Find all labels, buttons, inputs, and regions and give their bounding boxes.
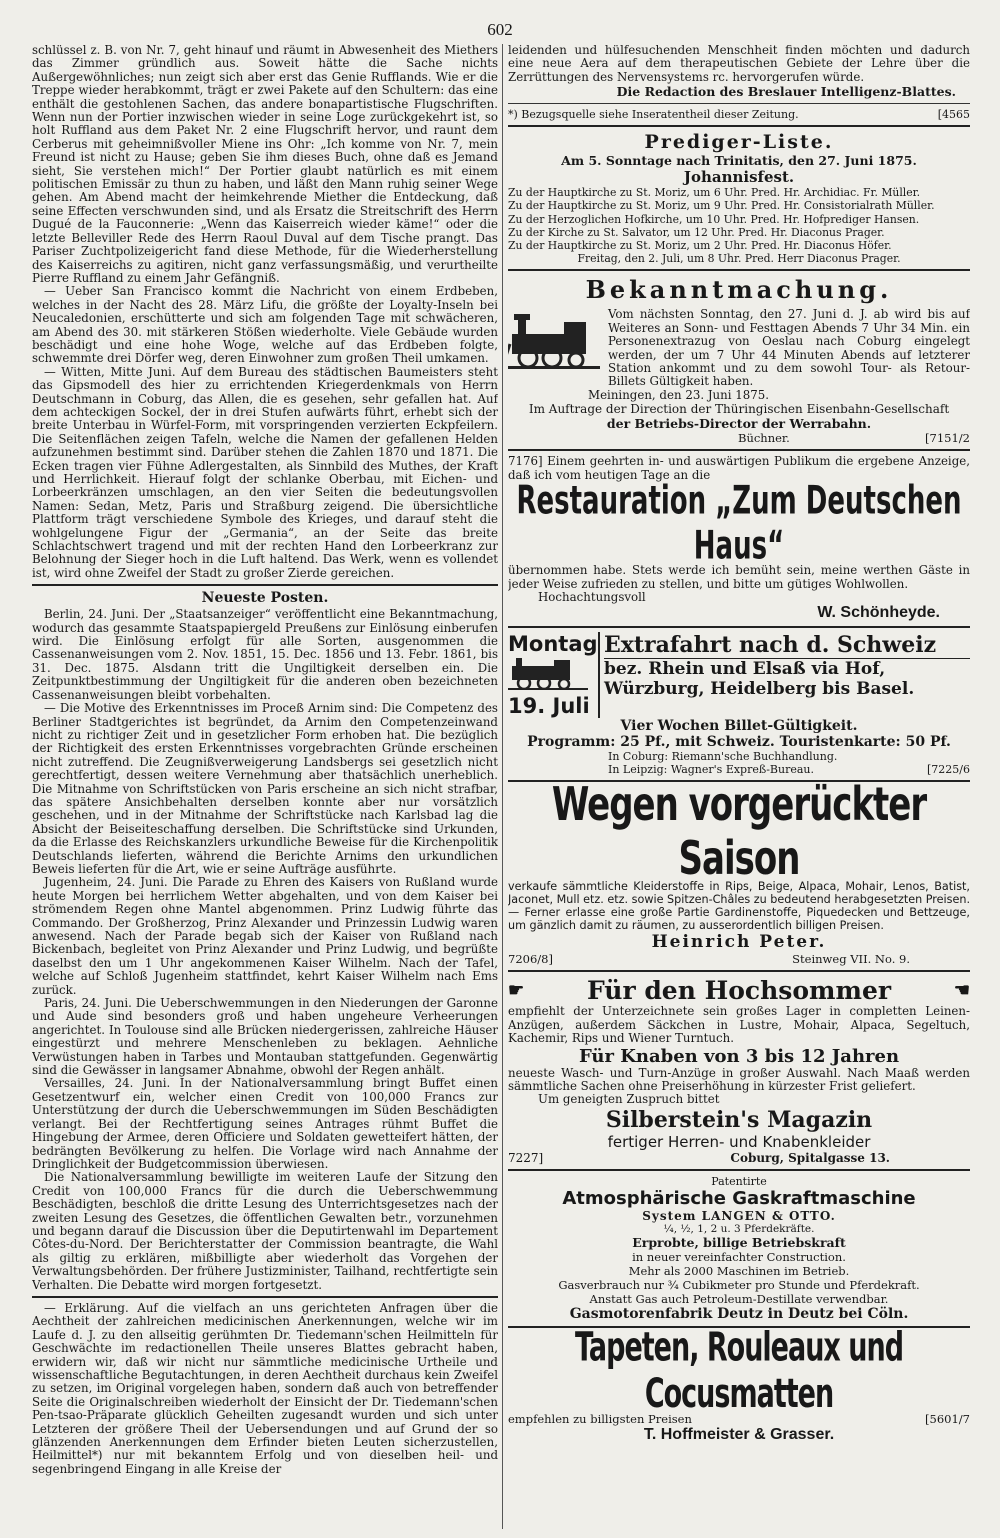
redaction-signature: Die Redaction des Breslauer Intelligenz-Blattes. (616, 84, 956, 100)
footnote-number: [4565 (937, 108, 970, 122)
extrafahrt-route1: bez. Rhein und Elsaß via Hof, (604, 659, 886, 680)
restauration-text: übernommen habe. Stets werde ich bemüht sein, meine werthen Gäste in jeder Weise zufrieden zu stellen, und bitte um gütiges Wohlwollen. (508, 563, 970, 591)
extrafahrt-leipzig: In Leipzig: Wagner's Expreß-Bureau. (608, 763, 815, 777)
locomotive-icon (508, 308, 600, 372)
prediger-item: Freitag, den 2. Juli, um 8 Uhr. Pred. Herr Diaconus Prager. (577, 252, 901, 266)
extrafahrt-programm: Programm: 25 Pf., mit Schweiz. Touristenkarte: 50 Pf. (527, 734, 951, 751)
gas-construction: in neuer vereinfachter Construction. (632, 1249, 846, 1264)
hochsommer-title: Für den Hochsommer (586, 976, 892, 1006)
article-paris: Paris, 24. Juni. Die Ueberschwemmungen in den Niederungen der Garonne und Aude sind besonders groß und haben ungeheure Verheerungen angerichtet. In Toulouse sind alle Brücken niedergerissen, zahlreiche Häuser eingestürzt und mehrere Menschenleben zu beklagen. Aehnliche Verwüstungen haben in Tarbes und Montauban stattgefunden. Gegenwärtig sind die Gewässer in langsamer Abnahme, obwohl der Regen anhält. (32, 996, 498, 1078)
hochsommer-header (508, 976, 970, 1005)
saison-title: Wegen vorgerückter Saison (551, 778, 927, 887)
left-column (32, 44, 498, 1529)
prediger-title: Prediger-Liste. (644, 131, 834, 154)
gas-system: System LANGEN & OTTO. (642, 1208, 836, 1223)
gas-mehr: Mehr als 2000 Maschinen im Betrieb. (628, 1263, 850, 1278)
extrafahrt-ad (508, 632, 970, 718)
hochsommer-address: Coburg, Spitalgasse 13. (730, 1150, 890, 1165)
page-number: 602 (487, 20, 513, 39)
tapeten-text: empfehlen zu billigsten Preisen (508, 1411, 692, 1426)
saison-name: Heinrich Peter. (651, 932, 827, 953)
bekanntmachung-number: [7151/2 (925, 431, 970, 446)
tapeten-number: [5601/7 (925, 1411, 970, 1426)
train-icon (508, 656, 588, 690)
section-rule (32, 584, 498, 586)
hochsommer-shop: Silberstein's Magazin (605, 1106, 873, 1133)
article-erklaerung: — Erklärung. Auf die vielfach an uns gerichteten Anfragen über die Aechtheit der zahlreichen medicinischen Anerkennungen, welche wir im Laufe d. J. zu den allseitig gerühmten Dr. Tiedemann'schen Heilmitteln für Geschwächte im redactionellen Theile unseres Blattes gebracht haben, erwidern wir, daß wir nicht nur sämmtliche medicinische Urtheile und wissenschaftliche Begutachtungen, in deren Aechtheit durchaus kein Zweifel zu setzen, im Original vorgelegen haben, sondern daß auch von betreffender Seite die Originalschreiben wiederholt der Einsicht der Dr. Tiedemann'schen Pen-tsao-Präparate glücklich Geheilten zugesandt wurden und sich unter Letzteren der größere Theil der Uebersendungen und auf Grund der so glänzenden Anerkennungen dem Erfinder bieten Leuten sicherzustellen, Heilmittel*) nur mit bekanntem Erfolg und von dieselben heil- und segenbringend Eingang in alle Kreise der (32, 1300, 498, 1476)
gas-erprobte: Erprobte, billige Betriebskraft (632, 1234, 846, 1250)
column-divider (502, 44, 503, 1529)
article-berlin: Berlin, 24. Juni. Der „Staatsanzeiger“ veröffentlicht eine Bekanntmachung, wodurch das gesammte Staatspapiergeld Preußens zur Einlösung einberufen wird. Die Einlösung erfolgt für alle Sorten, ausgenommen die Cassenanweisungen vom 2. Nov. 1851, 15. Dec. 1856 und 13. Febr. 1861, bis 31. Dec. 1875. Alsdann tritt die Ungiltigkeit derselben ein. Die Zeitpunktbestimmung der Ungiltigkeit für die anderen oben bezeichneten Cassenanweisungen bleibt vorbehalten. (32, 607, 498, 702)
rule (508, 125, 970, 127)
pointing-hand-icon: ☛ (508, 980, 525, 1002)
prediger-item: Zu der Hauptkirche zu St. Moriz, um 2 Uhr. Pred. Hr. Diaconus Höfer. (508, 239, 892, 253)
rule (508, 269, 970, 271)
hochsommer-text2: neueste Wasch- und Turn-Anzüge in großer Auswahl. Nach Maaß werden sämmtliche Sachen ohne Preiserhöhung in kürzester Frist geliefert. (508, 1065, 970, 1093)
gas-title: Atmosphärische Gaskraftmaschine (562, 1187, 916, 1209)
bekanntmachung-date: Meiningen, den 23. Juni 1875. (588, 387, 770, 402)
extrafahrt-coburg: In Coburg: Riemann'sche Buchhandlung. (608, 750, 838, 764)
rule (508, 103, 970, 104)
tapeten-title: Tapeten, Rouleaux und Cocusmatten (574, 1324, 904, 1418)
hochsommer-bitte: Um geneigten Zuspruch bittet (538, 1092, 720, 1107)
article-ruffland: schlüssel z. B. von Nr. 7, geht hinauf und räumt in Abwesenheit des Miethers das Zimmer gründlich aus. Soweit hätte die Sache nichts Außergewöhnliches; nun zeigt sich aber erst das Genie Rufflands. Wie er die Treppe wieder herabkommt, trägt er zwei Pakete auf den Schultern: das eine enthält die gestohlenen Sachen, das andere bonapartistische Flugschriften. Wenn nun der Portier inzwischen wieder in seine Loge zurückgekehrt ist, so holt Ruffland aus dem Paket Nr. 2 eine Flugschrift hervor, und raunt dem Cerberus mit geheimnißvoller Miene ins Ohr: „Ich komme von Nr. 7, mein Freund ist nicht zu Hause; geben Sie ihm dieses Buch, ohne daß es Jemand sieht, Sie verstehen mich!“ Der Portier glaubt natürlich es mit einem politischen Emissär zu thun zu haben, und läßt den Mann ruhig seiner Wege gehen. Am Abend macht der heimkehrende Miether die Entdeckung, daß seine Effecten verschwunden sind, und als Ersatz die Streitschrift des Herrn Dugué de la Fauconnerie: „Wenn das Kaiserreich wieder käme!“ oder die letzte Belleviller Rede des Herrn Raoul Duval auf dem Tische prangt. Das Pariser Zuchtpolizeigericht fand diese Methode, für die Wiederherstellung des Kaiserreichs zu agitiren, nicht ganz verfassungsmäßig, und verurtheilte Pierre Ruffland zu einem Jahr Gefängniß. (32, 44, 498, 285)
gas-patent: Patentirte (711, 1174, 767, 1188)
tapeten-name: T. Hoffmeister & Grasser. (643, 1425, 835, 1443)
rule (508, 626, 970, 628)
prediger-item: Zu der Herzoglichen Hofkirche, um 10 Uhr. Pred. Hr. Hofprediger Hansen. (508, 212, 920, 226)
gas-ps: ¼, ½, 1, 2 u. 3 Pferdekräfte. (663, 1222, 815, 1235)
bekanntmachung-sign1: Im Auftrage der Direction der Thüringischen Eisenbahn-Gesellschaft (528, 402, 950, 417)
gas-statt: Anstatt Gas auch Petroleum-Destillate verwendbar. (589, 1291, 889, 1306)
hochsommer-knaben: Für Knaben von 3 bis 12 Jahren (578, 1045, 900, 1067)
extrafahrt-left (508, 632, 598, 719)
extrafahrt-number: [7225/6 (927, 763, 970, 777)
hochsommer-shop2: fertiger Herren- und Knabenkleider (607, 1132, 871, 1151)
bekanntmachung-text: Vom nächsten Sonntag, den 27. Juni d. J. ab wird bis auf Weiteres an Sonn- und Festtagen Abends 7 Uhr 34 Min. ein Personenextrazug von Oeslau nach Coburg eingelegt werden, der um 7 Uhr 44 Minuten Abends auf letzterer Station ankommt und zu dem sowohl Tour- als Retour-Billets Gültigkeit haben. (608, 307, 970, 389)
extrafahrt-title: Extrafahrt nach d. Schweiz (604, 632, 970, 659)
rule (508, 449, 970, 451)
gas-verbrauch: Gasverbrauch nur ¾ Cubikmeter pro Stunde und Pferdekraft. (558, 1277, 920, 1292)
article-witten: — Witten, Mitte Juni. Auf dem Bureau des städtischen Baumeisters steht das Gipsmodell des hier zu errichtenden Kriegerdenkmals von Herrn Deutschmann in Coburg, das Allen, die es gesehen, sehr gefallen hat. Auf dem achteckigen Sockel, der in drei Stufen aufwärts führt, erhebt sich der breite Unterbau in Würfel-Form, mit vorspringenden verzierten Eckpfeilern. Die Seitenflächen zeigen Tafeln, welche die Namen der gefallenen Helden aufzunehmen bestimmt sind. Darüber stehen die Zahlen 1870 und 1871. Die Ecken tragen vier Fühne Adlergestalten, als Sinnbild des Muthes, der Kraft und Herrlichkeit. Hierauf folgt der schlanke Oberbau, mit Eichen- und Lorbeerkränzen umschlagen, an den vier Seiten die bedeutungsvollen Namen: Sedan, Metz, Paris und Straßburg zeigend. Die übersichtliche Plattform trägt verschiedene Symbole des Krieges, und darauf steht die wohlgelungene Figur der „Germania“, an der Seite das breite Schlachtschwert tragend und mit der rechten Hand den Lorbeerkranz zur Belohnung der Sieger hoch in die Luft haltend. Das Werk, wenn es vollendet ist, wird ohne Zweifel der Stadt zu großer Zierde gereichen. (32, 364, 498, 580)
article-versailles: Versailles, 24. Juni. In der Nationalversammlung bringt Buffet einen Gesetzentwurf ein, welcher einen Credit von 100,000 Francs zur Unterstützung der durch die Ueberschwemmungen im Süden Beschädigten verlangt. Bei der Rechtfertigung seines Antrages rühmt Buffet die Hingebung der Armee, deren Officiere und Soldaten gewetteifert hätten, der bedrängten Bevölkerung zu helfen. Die Vorlage wird nach Annahme der Dringlichkeit der Budgetcommission überwiesen. (32, 1076, 498, 1171)
extrafahrt-right (598, 632, 970, 718)
gas-fabrik: Gasmotorenfabrik Deutz in Deutz bei Cöln. (569, 1305, 909, 1322)
bekanntmachung-sign2: der Betriebs-Director der Werrabahn. (606, 416, 872, 432)
restauration-title: Restauration „Zum Deutschen Haus“ (516, 479, 962, 570)
article-san-francisco: — Ueber San Francisco kommt die Nachricht von einem Erdbeben, welches in der Nacht des 28. März Lifu, die größte der Loyalty-Inseln bei Neucaledonien, erschütterte und sich am folgenden Tage mit schwächeren, am Abend des 30. mit stärkeren Stößen wiederholte. Viele Gebäude wurden beschädigt und eine hohe Woge, welche auf das Erdbeben folgte, schwemmte drei Dörfer weg, deren Einwohner zum großen Theil umkamen. (32, 284, 498, 366)
extrafahrt-billet: Vier Wochen Billet-Gültigkeit. (620, 718, 858, 735)
extrafahrt-date: 19. Juli (508, 694, 590, 719)
section-rule (32, 1296, 498, 1298)
prediger-item: Zu der Hauptkirche zu St. Moriz, um 9 Uhr. Pred. Hr. Consistorialrath Müller. (508, 199, 935, 213)
bekanntmachung-body (508, 308, 970, 388)
bekanntmachung-name: Büchner. (738, 431, 790, 446)
johannisfest: Johannisfest. (683, 168, 795, 187)
prediger-list (508, 186, 970, 265)
article-jugenheim: Jugenheim, 24. Juni. Die Parade zu Ehren des Kaisers von Rußland wurde heute Morgen bei herrlichem Wetter abgehalten, und von dem Kaiser bei strömendem Regen ohne Mantel abgenommen. Prinz Ludwig führte das Commando. Der Großherzog, Prinz Alexander und Prinzessin Ludwig waren anwesend. Nach der Parade begab sich der Kaiser von Rußland nach Bickenbach, begleitet von Prinz Alexander und Prinz Ludwig, und begrüßte daselbst den um 1 Uhr angekommenen Kaiser Wilhelm. Nach der Tafel, welche auf Schloß Jugenheim stattfindet, kehrt Kaiser Wilhelm nach Ems zurück. (32, 875, 498, 997)
hochsommer-text: empfiehlt der Unterzeichnete sein großes Lager in completten Leinen-Anzügen, außerdem Säckchen in Lustre, Mohair, Alpaca, Segeltuch, Kachemir, Rips und Wiener Turntuch. (508, 1004, 970, 1046)
restauration-name: W. Schönheyde. (817, 604, 940, 622)
pointing-hand-left-icon: ☚ (953, 980, 970, 1002)
saison-address: Steinweg VII. No. 9. (792, 952, 910, 967)
saison-text: verkaufe sämmtliche Kleiderstoffe in Rips, Beige, Alpaca, Mohair, Lenos, Batist, Jaconet, Mull etz. etz. sowie Spitzen-Châles zu bedeutend herabgesetzten Preisen. — Ferner erlasse eine große Partie Gardinenstoffe, Piquedecken und Bettzeuge, um gänzlich damit zu räumen, zu ausserordentlich billigen Preisen. (508, 880, 970, 933)
right-column (508, 44, 970, 1529)
extrafahrt-route2: Würzburg, Heidelberg bis Basel. (604, 679, 915, 700)
prediger-item: Zu der Kirche zu St. Salvator, um 12 Uhr. Pred. Hr. Diaconus Prager. (508, 225, 885, 239)
restauration-greeting: Hochachtungsvoll (538, 589, 646, 604)
bekanntmachung-title: Bekanntmachung. (585, 275, 893, 305)
rule (508, 1169, 970, 1171)
continuation-text: leidenden und hülfesuchenden Menschheit finden möchten und dadurch eine neue Aera auf dem therapeutischen Gebiete der Lehre über die Zerrüttungen des Nervensystems rc. hervorgerufen würde. (508, 44, 970, 84)
footnote: *) Bezugsquelle siehe Inseratentheil dieser Zeitung. (508, 108, 799, 122)
rule (508, 970, 970, 972)
article-arnim: — Die Motive des Erkenntnisses im Proceß Arnim sind: Die Competenz des Berliner Stadtgerichtes ist begründet, da Arnim den Competenzeinwand nicht zu richtiger Zeit und in gesetzlicher Form erhoben hat. Die bezüglich der Richtigkeit des ersten Erkenntnisses vorgebrachten Gründe erscheinen nicht zutreffend. Die Zeugnißverweigerung Landsbergs sei gesetzlich nicht gerechtfertigt, dessen weitere Vernehmung aber thatsächlich unerheblich. Die Mitnahme von Schriftstücken von Paris erscheine an sich nicht strafbar, das spätere Ansichbehalten derselben konnte aber nur vorsätzlich geschehen, und in der Mitnahme der Schriftstücke nach Karlsbad lag die Absicht der Beiseiteschaffung derselben. Die Schriftstücke sind Urkunden, da die Erlasse des Reichskanzlers urkundliche Beweise für die Kirchenpolitik Deutschlands lieferten, während die Berichte Arnims den urkundlichen Beweis lieferten für die Art, wie er seine Aufträge ausführte. (32, 701, 498, 876)
hochsommer-number: 7227] (508, 1150, 544, 1165)
news-heading: Neueste Posten. (201, 590, 329, 607)
saison-number: 7206/8] (508, 952, 553, 967)
prediger-subtitle: Am 5. Sonntage nach Trinitatis, den 27. Juni 1875. (561, 153, 917, 169)
restauration-intro: 7176] Einem geehrten in- und auswärtigen Publikum die ergebene Anzeige, daß ich vom heutigen Tage an die (508, 454, 970, 482)
extrafahrt-day: Montag (508, 632, 598, 657)
prediger-item: Zu der Hauptkirche zu St. Moriz, um 6 Uhr. Pred. Hr. Archidiac. Fr. Müller. (508, 186, 921, 200)
article-nationalversammlung: Die Nationalversammlung bewilligte im weiteren Laufe der Sitzung den Credit von 100,000 Francs für die durch die Ueberschwemmung Beschädigten, beschloß die dritte Lesung des Unterrichtsgesetzes nach der zweiten Lesung des Gesetzes, die öffentlichen Gewalten betr., vorzunehmen und begann darauf die Discussion über die Deputirtenwahl im Departement Côtes-du-Nord. Der Berichterstatter der Commission beantragte, die Wahl als giltig zu erklären, mißbilligte aber wiederholt das Vorgehen der Verwaltungsbehörden. Der frühere Justizminister, Tailhand, rechtfertigte sein Verhalten. Die Debatte wird morgen fortgesetzt. (32, 1170, 498, 1292)
